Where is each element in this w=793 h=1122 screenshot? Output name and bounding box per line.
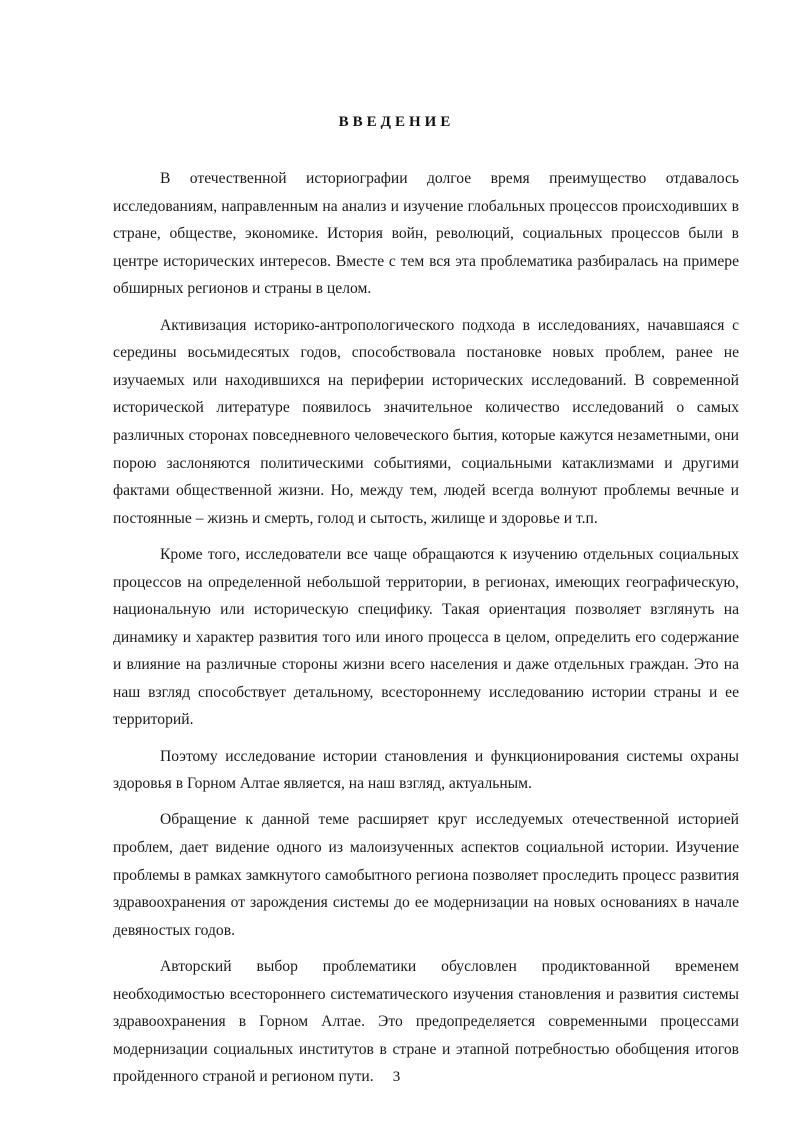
paragraph-6: Авторский выбор проблематики обусловлен продиктованной временем необходимостью всестороннего систематического изучения становления и развития системы здравоохранения в Горном Алтае. Это предопределяется современными процессами модернизации социальных институтов в стране и этапной потребностью обобщения итогов пройденного страной и регионом пути.	[113, 958, 739, 1086]
paragraph-3: Кроме того, исследователи все чаще обращаются к изучению отдельных социальных процессов на определенной небольшой территории, в регионах, имеющих географическую, национальную или историческую специфику. Такая ориентация позволяет взглянуть на динамику и характер развития того или иного процесса в целом, определить его содержание и влияние на различные стороны жизни всего населения и даже отдельных граждан. Это на наш взгляд способствует детальному, всестороннему исследованию истории страны и ее территорий.	[113, 545, 739, 729]
paragraph-5: Обращение к данной теме расширяет круг исследуемых отечественной историей проблем, дает видение одного из малоизученных аспектов социальной истории. Изучение проблемы в рамках замкнутого самобытного региона позволяет проследить процесс развития здравоохранения от зарождения системы до ее модернизации на новых основаниях в начале девяностых годов.	[113, 811, 739, 939]
paragraph-2: Активизация историко-антропологического подхода в исследованиях, начавшаяся с середины восьмидесятых годов, способствовала постановке новых проблем, ранее не изучаемых или находившихся на периферии исторических исследований. В современной исторической литературе появилось значительное количество исследований о самых различных сторонах повседневного человеческого бытия, которые кажутся незаметными, они порою заслоняются политическими событиями, социальными катаклизмами и другими фактами общественной жизни. Но, между тем, людей всегда волнуют проблемы вечные и постоянные – жизнь и смерть, голод и сытость, жилище и здоровье и т.п.	[113, 316, 739, 527]
body-text	[113, 165, 739, 1100]
page-number: 3	[392, 1069, 401, 1085]
page-title: ВВЕДЕНИЕ	[338, 114, 455, 130]
paragraph-1: В отечественной историографии долгое время преимущество отдавалось исследованиям, направленным на анализ и изучение глобальных процессов происходивших в стране, обществе, экономике. История войн, революций, социальных процессов были в центре исторических интересов. Вместе с тем вся эта проблематика разбиралась на примере обширных регионов и страны в целом.	[113, 170, 739, 298]
paragraph-4: Поэтому исследование истории становления и функционирования системы охраны здоровья в Горном Алтае является, на наш взгляд, актуальным.	[113, 747, 739, 793]
